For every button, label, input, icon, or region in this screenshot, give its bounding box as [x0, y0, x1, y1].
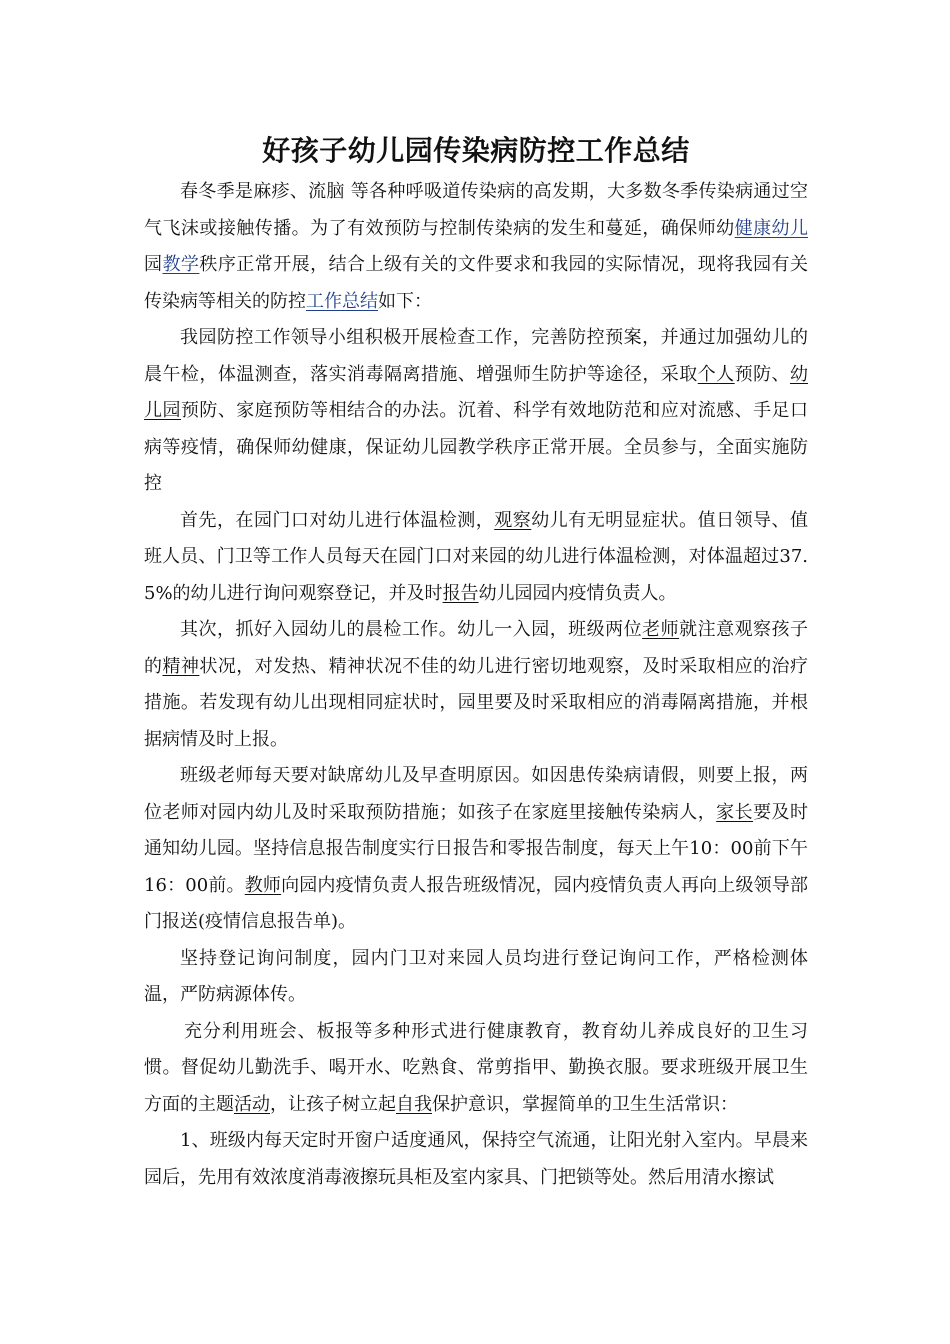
text-run: 园	[144, 254, 163, 275]
text-run: ，让孩子树立起	[270, 1093, 396, 1115]
link-self[interactable]: 自我	[396, 1093, 432, 1115]
text-run: 状况，对发热、精神状况不佳的幼儿进行密切地观察，及时采取相应的治疗措施。若发现有幼儿出现相同症状时，园里要及时采取相应的消毒隔离措施，并根据病情及时上报。	[144, 655, 809, 750]
text-run: 向园内疫情负责人报告班级情况，园内疫情负责人再向上级领导部门报送(疫情信息报告单)。	[144, 874, 809, 932]
text-run: 秩序正常开展，结合上级有关的文件要求和我园的实际情况，现将我园有关传染病等相关的防控	[144, 254, 809, 312]
paragraph-ventilation	[144, 1123, 808, 1196]
text-run: 充分利用班会、板报等多种形式进行健康教育，教育幼儿养成良好的卫生习惯。督促幼儿勤洗手、喝开水、吃熟食、常剪指甲、勤换衣服。要求班级开展卫生方面的主题	[144, 1020, 808, 1115]
link-spirit[interactable]: 精神	[162, 655, 200, 677]
paragraph-second	[144, 612, 808, 758]
paragraph-first	[144, 503, 808, 613]
text-run: 幼儿有无明显症状。值日领导、值班人员、门卫等工作人员每天在园门口对来园的幼儿进行体温检测，对体温超过37.5%的幼儿进行询问观察登记，并及时	[144, 509, 809, 604]
text-run: 其次，抓好入园幼儿的晨检工作。幼儿一入园，班级两位	[180, 619, 643, 640]
link-observe[interactable]: 观察	[494, 509, 532, 531]
page-title: 好孩子幼儿园传染病防控工作总结	[262, 134, 690, 167]
text-run: 保护意识，掌握简单的卫生生活常识：	[432, 1093, 738, 1115]
link-parents[interactable]: 家长	[716, 801, 754, 823]
text-run: 1、班级内每天定时开窗户适度通风，保持空气流通，让阳光射入室内。早晨来园后，先用有效浓度消毒液擦玩具柜及室内家具、门把锁等处。然后用清水擦试	[144, 1130, 808, 1188]
link-teachers[interactable]: 教师	[244, 874, 282, 896]
text-run: 春冬季是麻疹、流脑 等各种呼吸道传染病的高发期，大多数冬季传染病通过空气飞沫或接触传播。为了有效预防与控制传染病的发生和蔓延，确保师幼	[144, 181, 808, 239]
text-run: 就注意观察孩子的	[144, 619, 809, 677]
text-run: 首先，在园门口对幼儿进行体温检测，	[180, 509, 495, 531]
paragraph-absence	[144, 758, 808, 941]
text-run: 如下：	[378, 290, 432, 312]
link-individual[interactable]: 个人	[697, 363, 735, 385]
text-run: 预防、	[734, 363, 791, 385]
text-run: 要及时通知幼儿园。坚持信息报告制度实行日报告和零报告制度，每天上午10：00前下午16：00前。	[144, 801, 809, 896]
paragraph-leadership	[144, 320, 808, 503]
link-health-kindergarten[interactable]: 健康幼儿	[734, 217, 808, 239]
link-teaching[interactable]: 教学	[162, 254, 200, 275]
text-run: 坚持登记询问制度，园内门卫对来园人员均进行登记询问工作，严格检测体温，严防病源体传。	[144, 947, 808, 1005]
paragraph-registration	[144, 941, 808, 1014]
text-run: 班级老师每天要对缺席幼儿及早查明原因。如因患传染病请假，则要上报，两位老师对园内幼儿及时采取预防措施；如孩子在家庭里接触传染病人，	[144, 765, 808, 823]
paragraph-intro	[144, 174, 808, 320]
text-run: 我园防控工作领导小组积极开展检查工作，完善防控预案，并通过加强幼儿的晨午检，体温测查，落实消毒隔离措施、增强师生防护等途径，采取	[144, 327, 808, 385]
text-run: 预防、家庭预防等相结合的办法。沉着、科学有效地防范和应对流感、手足口病等疫情，确保师幼健康，保证幼儿园教学秩序正常开展。全员参与，全面实施防控	[144, 400, 809, 494]
link-work-summary[interactable]: 工作总结	[306, 290, 378, 312]
link-report[interactable]: 报告	[442, 582, 479, 604]
link-kindergarten[interactable]: 幼儿园	[144, 363, 809, 421]
document-page	[144, 128, 808, 1196]
text-run: 幼儿园园内疫情负责人。	[478, 582, 677, 604]
paragraph-education	[144, 1014, 808, 1124]
link-activity[interactable]: 活动	[234, 1093, 270, 1115]
link-teacher[interactable]: 老师	[642, 619, 680, 640]
